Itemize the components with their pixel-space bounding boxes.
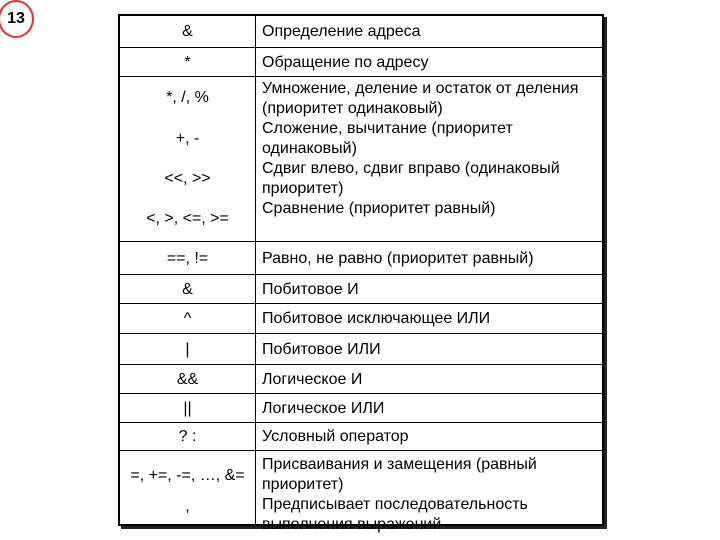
operator-cell: && [120, 365, 256, 394]
description-cell: Определение адреса [262, 22, 421, 40]
table-row [120, 393, 602, 423]
slide-number: 13 [7, 10, 25, 27]
slide-number-badge [0, 0, 34, 38]
table-row [120, 274, 602, 304]
description-cell: Побитовое ИЛИ [262, 340, 381, 358]
operator-cell: * [120, 48, 256, 77]
operator-precedence-table [118, 14, 604, 533]
description-cell: Равно, не равно (приоритет равный) [262, 249, 534, 267]
operator-cell: || [120, 394, 256, 423]
operator-cell: & [120, 275, 256, 304]
description-cell-group [256, 77, 602, 242]
description-cell: Побитовое исключающее ИЛИ [262, 310, 491, 327]
operator-cell: ==, != [120, 242, 256, 275]
table-row [120, 422, 602, 451]
operator-cell: <<, >> [164, 170, 211, 187]
operator-cell-group [120, 451, 256, 525]
table-row [120, 47, 602, 77]
operator-cell: & [120, 16, 256, 47]
table-row-group [120, 76, 602, 242]
operator-cell: , [185, 498, 190, 515]
description-cell: Сравнение (приоритет равный) [262, 200, 496, 217]
operator-cell: ? : [120, 423, 256, 451]
description-cell: Умножение, деление и остаток от деления (приоритет одинаковый) [262, 80, 579, 117]
description-cell: Побитовое И [262, 280, 359, 298]
description-cell: Логическое ИЛИ [262, 399, 385, 417]
table-row [120, 364, 602, 394]
description-cell: Сложение, вычитание (приоритет одинаковый) [262, 120, 513, 157]
operator-cell: <, >, <=, >= [146, 210, 229, 227]
operator-cell: =, +=, -=, …, &= [130, 467, 245, 484]
description-cell: Логическое И [262, 370, 363, 388]
table-row-group [120, 450, 602, 533]
table-row [120, 16, 602, 47]
operator-cell: *, /, % [166, 89, 209, 106]
operator-cell: | [120, 334, 256, 365]
description-cell: Предписывает последовательность выполнения выражений [262, 496, 528, 533]
operator-cell: ^ [120, 304, 256, 334]
operator-cell-group [120, 77, 256, 242]
table-row [120, 333, 602, 365]
description-cell-group [256, 451, 602, 533]
description-cell: Обращение по адресу [262, 53, 429, 71]
description-cell: Присваивания и замещения (равный приоритет) [262, 456, 537, 493]
description-cell: Условный оператор [262, 428, 409, 445]
table-row [120, 241, 602, 275]
description-cell: Сдвиг влево, сдвиг вправо (одинаковый приоритет) [262, 160, 560, 197]
operator-cell: +, - [175, 130, 200, 147]
table-row [120, 303, 602, 334]
